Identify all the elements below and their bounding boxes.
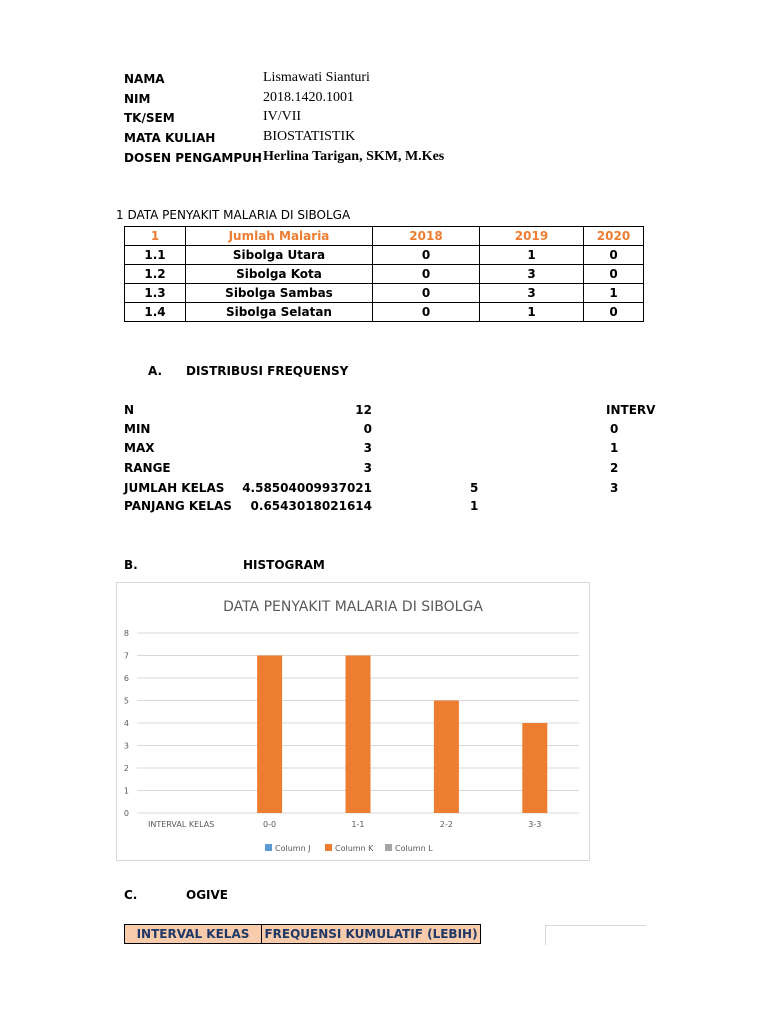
section-b-title: HISTOGRAM: [243, 558, 325, 572]
freq-value-n: 12: [355, 403, 372, 417]
table-cell: Sibolga Selatan: [186, 303, 373, 322]
table-row: [125, 284, 644, 303]
table-cell: 1: [480, 246, 584, 265]
table-cell: Sibolga Kota: [186, 265, 373, 284]
freq-value-panjang-kelas: 0.6543018021614: [250, 499, 372, 513]
chart-svg: [117, 583, 589, 860]
freq-label-n: N: [124, 403, 135, 417]
y-tick-label: 3: [123, 741, 129, 751]
histogram-chart: [116, 582, 590, 861]
ogive-header-row: [125, 925, 481, 944]
y-tick-label: 8: [123, 629, 129, 638]
ogive-header-cell: INTERVAL KELAS: [125, 925, 262, 944]
header-cell: 2018: [373, 227, 480, 246]
ogive-header-cell: FREQUENSI KUMULATIF (LEBIH): [262, 925, 481, 944]
y-tick-label: 5: [123, 696, 129, 706]
y-tick-label: 0: [123, 809, 129, 818]
header-cell: 1: [125, 227, 186, 246]
section1-title: 1 DATA PENYAKIT MALARIA DI SIBOLGA: [116, 208, 351, 222]
table-cell: Sibolga Utara: [186, 246, 373, 265]
table-cell: Sibolga Sambas: [186, 284, 373, 303]
ogive-chart-edge: [545, 925, 646, 945]
freq-label-min: MIN: [124, 422, 151, 436]
table-cell: 1: [480, 303, 584, 322]
legend-label: Column L: [395, 844, 433, 853]
header-cell: 2019: [480, 227, 584, 246]
x-tick-label: 1-1: [351, 820, 365, 829]
table-cell: 0: [373, 265, 480, 284]
freq-value-range: 3: [363, 461, 372, 475]
header-cell: 2020: [584, 227, 644, 246]
table-cell: 0: [584, 303, 644, 322]
table-cell: 3: [480, 265, 584, 284]
info-value-tksem: IV/VII: [263, 109, 302, 124]
info-label-dosen: DOSEN PENGAMPUH: [124, 151, 262, 165]
freq-value-max: 3: [363, 441, 372, 455]
interval-value: 1: [610, 441, 619, 455]
table-cell: 1.3: [125, 284, 186, 303]
info-label-tksem: TK/SEM: [124, 111, 175, 125]
freq-round-panjang-kelas: 1: [470, 499, 479, 513]
freq-label-jumlah-kelas: JUMLAH KELAS: [124, 481, 225, 495]
x-tick-label: 3-3: [528, 820, 542, 829]
malaria-table: [124, 226, 644, 322]
bar: [434, 701, 459, 814]
y-tick-label: 7: [123, 651, 129, 661]
table-cell: 1.4: [125, 303, 186, 322]
freq-round-jumlah-kelas: 5: [470, 481, 479, 495]
ogive-table: [124, 924, 481, 944]
x-tick-label: INTERVAL KELAS: [148, 820, 215, 829]
interval-column: [606, 403, 658, 417]
table-cell: 0: [584, 265, 644, 284]
info-value-nama: Lismawati Sianturi: [263, 70, 370, 85]
table-cell: 1.1: [125, 246, 186, 265]
table-row: [125, 303, 644, 322]
interval-header: INTERV: [606, 403, 656, 417]
y-tick-label: 2: [123, 764, 129, 773]
section-a-letter: A.: [148, 364, 163, 378]
legend-label: Column K: [335, 844, 374, 853]
info-value-nim: 2018.1420.1001: [263, 90, 354, 105]
info-label-matakuliah: MATA KULIAH: [124, 131, 216, 145]
table-cell: 0: [584, 246, 644, 265]
info-label-nama: NAMA: [124, 72, 165, 86]
table-cell: 1.2: [125, 265, 186, 284]
header-cell: Jumlah Malaria: [186, 227, 373, 246]
freq-value-jumlah-kelas: 4.58504009937021: [242, 481, 372, 495]
section-c-letter: C.: [124, 888, 138, 902]
bar: [522, 723, 547, 813]
x-tick-label: 2-2: [439, 820, 453, 829]
table-header-row: [125, 227, 644, 246]
legend-swatch: [265, 844, 272, 851]
freq-label-panjang-kelas: PANJANG KELAS: [124, 499, 232, 513]
freq-label-max: MAX: [124, 441, 155, 455]
section-b-letter: B.: [124, 558, 138, 572]
y-tick-label: 1: [123, 786, 129, 796]
bar: [257, 656, 282, 814]
table-cell: 1: [584, 284, 644, 303]
legend-swatch: [325, 844, 332, 851]
section-a-title: DISTRIBUSI FREQUENSY: [186, 364, 349, 378]
legend-label: Column J: [275, 844, 311, 853]
interval-value: 2: [610, 461, 619, 475]
info-value-dosen: Herlina Tarigan, SKM, M.Kes: [263, 149, 445, 164]
y-tick-label: 6: [123, 674, 129, 683]
bar: [346, 656, 371, 814]
table-cell: 0: [373, 246, 480, 265]
table-cell: 0: [373, 284, 480, 303]
x-tick-label: 0-0: [263, 820, 277, 829]
section-c-title: OGIVE: [186, 888, 228, 902]
table-row: [125, 246, 644, 265]
info-label-nim: NIM: [124, 92, 151, 106]
interval-value: 0: [610, 422, 619, 436]
interval-value: 3: [610, 481, 619, 495]
table-row: [125, 265, 644, 284]
table-cell: 0: [373, 303, 480, 322]
chart-title: DATA PENYAKIT MALARIA DI SIBOLGA: [223, 599, 483, 615]
info-value-matakuliah: BIOSTATISTIK: [263, 129, 356, 144]
freq-value-min: 0: [363, 422, 372, 436]
y-tick-label: 4: [123, 719, 129, 728]
table-cell: 3: [480, 284, 584, 303]
legend-swatch: [385, 844, 392, 851]
freq-label-range: RANGE: [124, 461, 171, 475]
